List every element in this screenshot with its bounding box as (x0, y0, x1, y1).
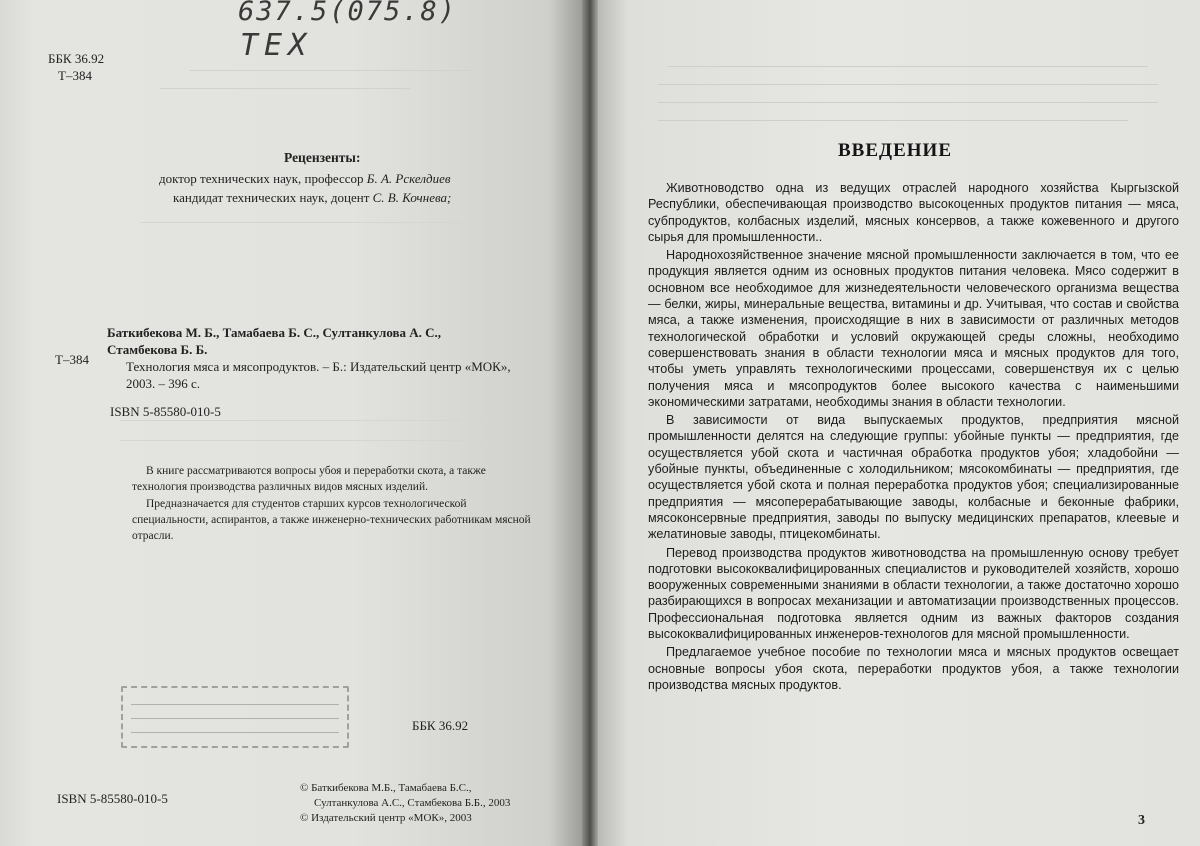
copyright-line-2: Султанкулова А.С., Стамбекова Б.Б., 2003 (314, 797, 511, 809)
library-stamp (121, 686, 349, 748)
page-number: 3 (1138, 813, 1145, 828)
authors-line-1: Баткибекова М. Б., Тамабаева Б. С., Султанкулова А. С., (107, 325, 442, 340)
reviewer-1-prefix: доктор технических наук, профессор (159, 171, 367, 186)
bbk-bottom: ББК 36.92 (412, 718, 469, 733)
reviewer-1 (159, 171, 450, 187)
reviewer-2-name: С. В. Кочнева; (372, 190, 452, 205)
copyright-line-1: © Баткибекова М.Б., Тамабаева Б.С., (300, 782, 472, 794)
chapter-title: ВВЕДЕНИЕ (838, 140, 952, 161)
body-text (648, 180, 1179, 695)
reviewer-1-name: Б. А. Рскелдиев (366, 171, 451, 186)
paragraph-4: Перевод производства продуктов животноводства на промышленную основу требует подготовки высококвалифицированных специалистов и руководителей хозяйств, хорошо вооруженных современными знаниями в области технологии, а также достаточно хорошо разбирающихся в вопросах механизации и автоматизации производственных процессов. Профессиональная подготовка является одним из важных факторов создания высококвалифицированных инженеров-технологов для мясной промышленности. (648, 545, 1179, 642)
reviewer-2 (173, 190, 451, 206)
bbk-top (48, 50, 104, 84)
paragraph-1: Животноводство одна из ведущих отраслей народного хозяйства Кыргызской Республики, обеспечивающая производство высокоценных продуктов питания — мяса, субпродуктов, колбасных изделий, мясных консервов, а также кожевенного и другого сырья для промышленности.. (648, 181, 1179, 244)
description-line-1: Технология мяса и мясопродуктов. – Б.: Издательский центр «МОК», (126, 359, 511, 374)
authors (107, 324, 441, 358)
copyright (300, 781, 510, 826)
reviewers-title: Рецензенты: (284, 150, 361, 165)
handwritten-code: ТЕХ (240, 28, 313, 63)
annotation-1: В книге рассматриваются вопросы убоя и переработки скота, а также технология производства различных видов мясных изделий. (132, 465, 486, 493)
reviewer-2-prefix: кандидат технических наук, доцент (173, 190, 373, 205)
bbk-top-value: ББК 36.92 (48, 51, 105, 66)
code-mid: Т–384 (55, 352, 89, 367)
handwritten-classification: 637.5(075.8) (238, 0, 458, 27)
copyright-line-3: © Издательский центр «МОК», 2003 (300, 812, 472, 824)
left-page (0, 0, 584, 846)
isbn-bottom: ISBN 5-85580-010-5 (57, 791, 168, 806)
description-line-2: 2003. – 396 с. (126, 376, 201, 391)
annotation-2: Предназначается для студентов старших курсов технологической специальности, аспирантов, а также инженерно-технических работникам мясной отрасли. (132, 498, 531, 542)
isbn-mid: ISBN 5-85580-010-5 (110, 404, 221, 419)
paragraph-3: В зависимости от вида выпускаемых продуктов, предприятия мясной промышленности делятся на следующие группы: убойные пункты — предприятия, где осуществляется убой скота и частичная обработка продуктов убоя; хладобойни — убойные пункты, объединенные с холодильником; мясокомбинаты — предприятия, где осуществляется убой скота и полная переработка продуктов убоя; специализированные предприятия — мясоперерабатывающие заводы, колбасные и беконные фабрики, мясоконсервные предприятия, заводы по выпуску медицинских препаратов, клеевые и желатиновые заводы, птицекомбинаты. (648, 413, 1179, 542)
paragraph-5: Предлагаемое учебное пособие по технологии мяса и мясных продуктов освещает основные вопросы убоя скота, переработки продуктов убоя, а также технологии производства мясных продуктов. (648, 645, 1179, 692)
authors-line-2: Стамбекова Б. Б. (107, 342, 208, 357)
right-page (598, 0, 1200, 846)
code-top: Т–384 (58, 68, 92, 83)
paragraph-2: Народнохозяйственное значение мясной промышленности заключается в том, что ее продукция является одним из основных продуктов питания человека. Мясо содержит в основном все необходимое для жизнедеятельности человеческого организма вещества — белки, жиры, минеральные вещества, витамины и др. Учитывая, что состав и свойства мяса, а также изменения, происходящие в них в зависимости от различных методов технологической обработки и условий окружающей среды сложны, необходимо совершенствовать знания в области технологии мяса и мясных продуктов для того, чтобы уметь управлять технологическими процессами, совершенствуя их с целью получения мяса и мясопродуктов более высокого качества с наименьшими экономическими затратами, необходимы знания в области технологии. (648, 248, 1179, 409)
